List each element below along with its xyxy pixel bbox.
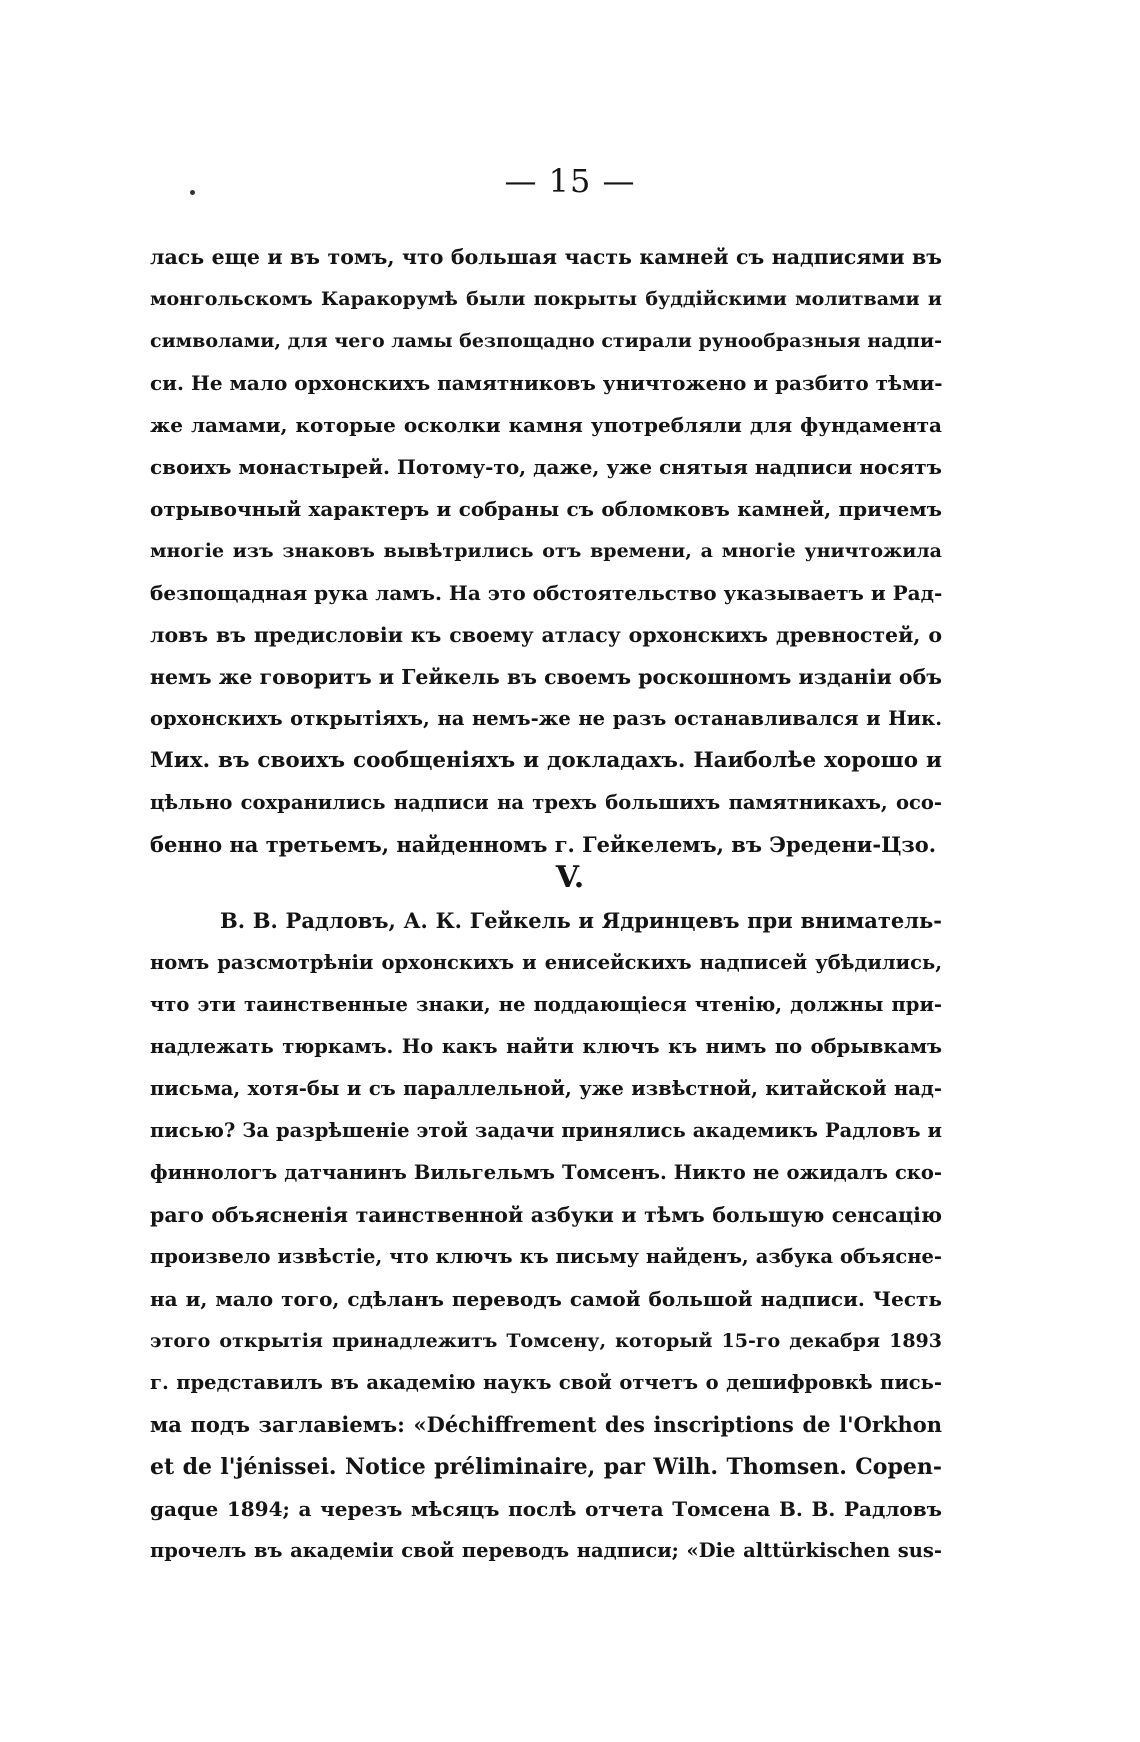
- text-line: безпощадная рука ламъ. На это обстоятельство указываетъ и Рад-: [150, 581, 943, 605]
- text-line: символами, для чего ламы безпощадно стирали рунообразныя надпи-: [150, 330, 942, 352]
- paragraph-2: [150, 900, 942, 1572]
- text-line: г. представилъ въ академію наукъ свой отчетъ о дешифровкѣ пись-: [150, 1371, 942, 1394]
- text-line: письма, хотя-бы и съ параллельной, уже извѣстной, китайской над-: [150, 1077, 942, 1100]
- text-line: Мих. въ своихъ сообщеніяхъ и докладахъ. Наиболѣе хорошо и: [150, 748, 942, 773]
- text-line: же ламами, которые осколки камня употребляли для фундамента: [150, 413, 942, 437]
- page-number: — 15 —: [504, 162, 636, 200]
- text-line: надлежать тюркамъ. Но какъ найти ключъ къ нимъ по обрывкамъ: [150, 1035, 942, 1058]
- text-line: на и, мало того, сдѣланъ переводъ самой большой надписи. Честь: [150, 1287, 942, 1311]
- text-line: финнологъ датчанинъ Вильгельмъ Томсенъ. Никто не ожидалъ ско-: [150, 1161, 942, 1184]
- text-line: номъ разсмотрѣніи орхонскихъ и енисейскихъ надписей убѣдились,: [150, 951, 942, 974]
- text-line: ловъ въ предисловіи къ своему атласу орхонскихъ древностей, о: [150, 623, 942, 647]
- text-line: В. В. Радловъ, А. К. Гейкель и Ядринцевъ при вниматель-: [220, 908, 942, 933]
- text-line: многіе изъ знаковъ вывѣтрились отъ времени, а многіе уничтожила: [150, 540, 942, 562]
- text-line: монгольскомъ Каракорумѣ были покрыты буддійскими молитвами и: [150, 288, 942, 310]
- text-line: et de l'jénissei. Notice préliminaire, par Wilh. Thomsen. Copen-: [150, 1454, 942, 1480]
- text-line: отрывочный характеръ и собраны съ обломковъ камней, причемъ: [150, 497, 942, 521]
- text-line: писью? За разрѣшеніе этой задачи принялись академикъ Радловъ и: [150, 1119, 942, 1142]
- text-line: произвело извѣстіе, что ключъ къ письму найденъ, азбука объясне-: [150, 1245, 942, 1268]
- section-heading: V.: [555, 860, 585, 895]
- paragraph-1: [150, 236, 942, 866]
- text-line: орхонскихъ открытіяхъ, на немъ-же не разъ останавливался и Ник.: [150, 707, 942, 730]
- text-line: gaque 1894; а черезъ мѣсяцъ послѣ отчета Томсена В. В. Радловъ: [150, 1497, 942, 1521]
- text-line: ма подъ заглавіемъ: «Déchiffrement des inscriptions de l'Orkhon: [150, 1412, 942, 1437]
- text-line: немъ же говоритъ и Гейкель въ своемъ роскошномъ изданіи объ: [150, 665, 942, 689]
- text-line: что эти таинственные знаки, не поддающіеся чтенію, должны при-: [150, 993, 942, 1016]
- text-line: своихъ монастырей. Потому-то, даже, уже снятыя надписи носятъ: [150, 455, 942, 479]
- text-line: раго объясненія таинственной азбуки и тѣмъ большую сенсацію: [150, 1203, 942, 1227]
- text-line: лась еще и въ томъ, что большая часть камней съ надписями въ: [150, 245, 942, 269]
- text-line: прочелъ въ академіи свой переводъ надписи; «Die alttürkischen sus-: [150, 1539, 942, 1562]
- text-line: си. Не мало орхонскихъ памятниковъ уничтожено и разбито тѣми-: [150, 371, 943, 395]
- text-line: цѣльно сохранились надписи на трехъ большихъ памятникахъ, осо-: [150, 791, 942, 814]
- text-line: бенно на третьемъ, найденномъ г. Гейкелемъ, въ Эредени-Цзо.: [150, 832, 937, 857]
- text-line: этого открытія принадлежитъ Томсену, который 15-го декабря 1893: [150, 1330, 942, 1352]
